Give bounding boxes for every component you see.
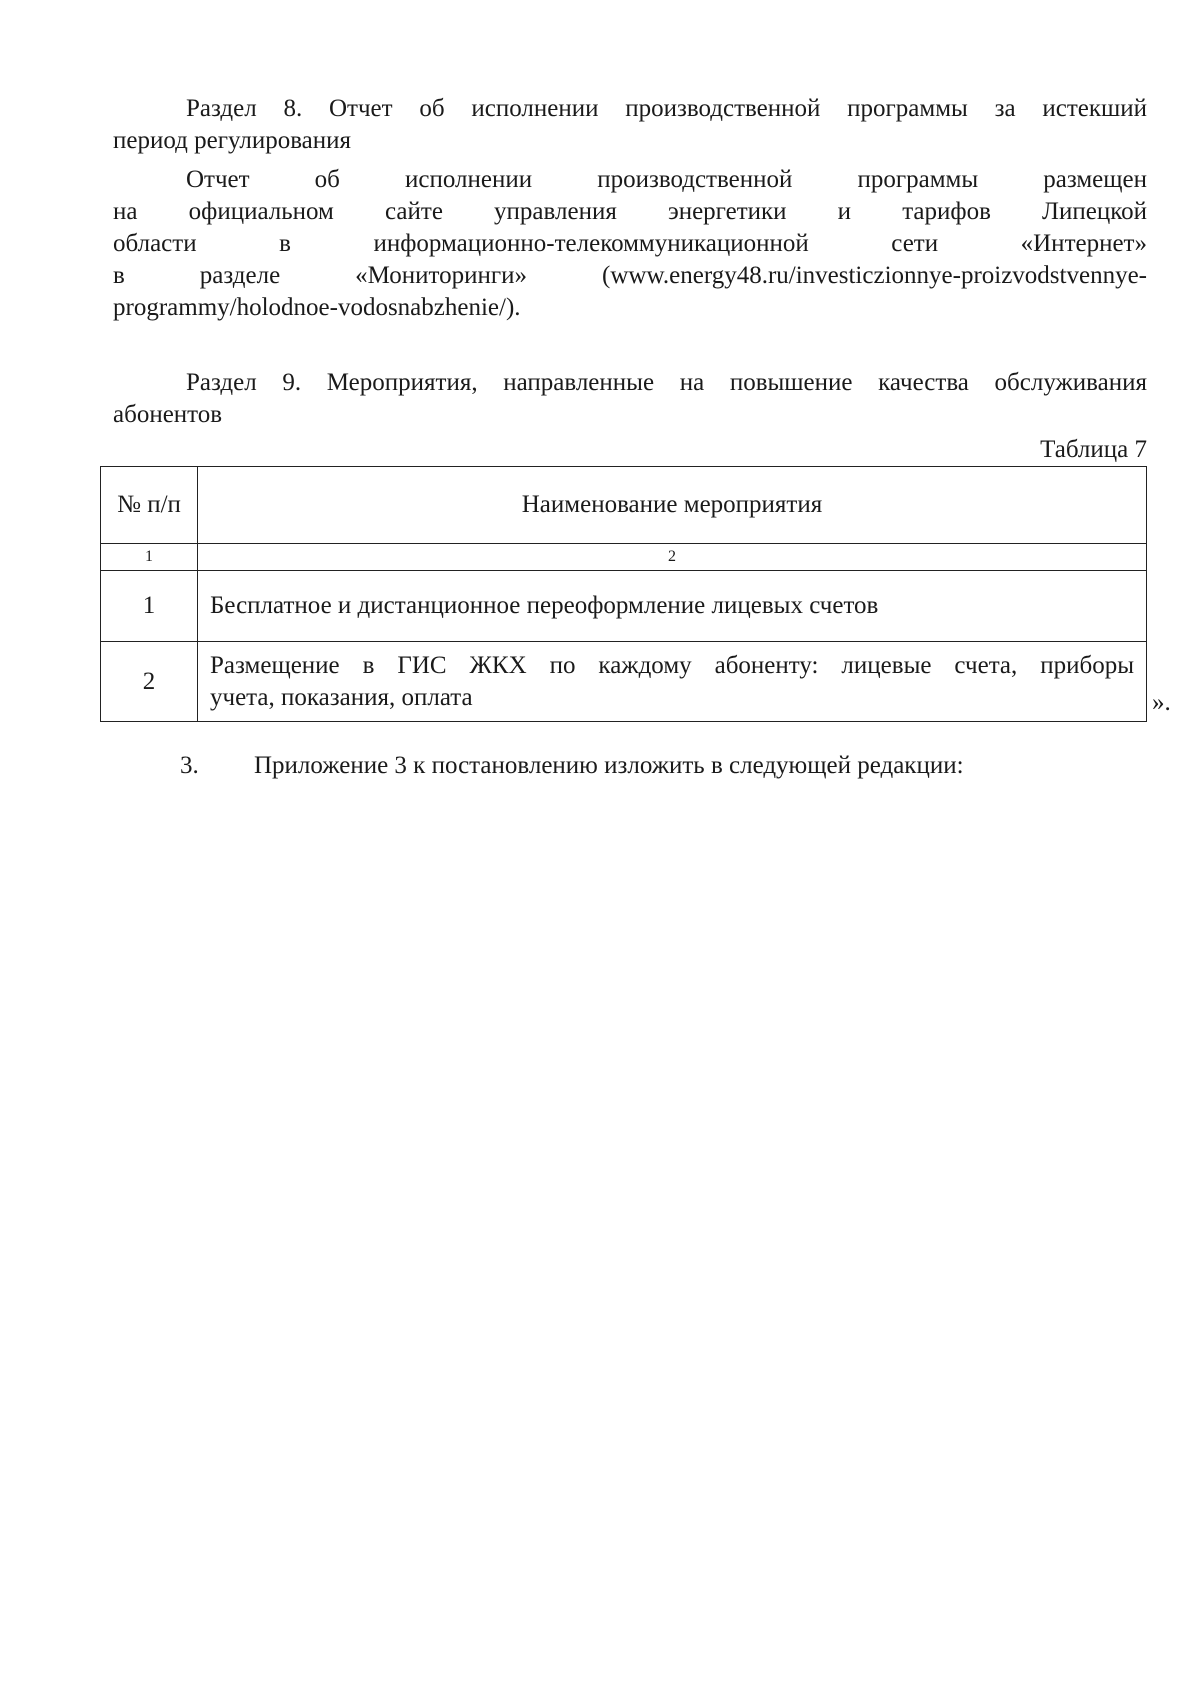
section-9-heading-line-2: абонентов — [113, 401, 223, 428]
row-2-num: 2 — [101, 642, 198, 722]
item-3 — [180, 750, 964, 782]
header-cell-name: Наименование мероприятия — [198, 467, 1147, 544]
row-1-num: 1 — [101, 571, 198, 642]
row-2-name — [198, 642, 1147, 722]
index-cell-name: 2 — [198, 544, 1147, 571]
table-row — [101, 571, 1147, 642]
header-cell-num: № п/п — [101, 467, 198, 544]
section-8-para-line-4: в разделе «Мониторинги» (www.energy48.ru/investiczionnye-proizvodstvennye- — [113, 262, 1147, 289]
section-8-heading-line-2: период регулирования — [113, 127, 352, 154]
section-8-paragraph — [113, 164, 1147, 324]
events-table — [100, 466, 1147, 722]
section-9-heading — [113, 367, 1147, 431]
table-index-row — [101, 544, 1147, 571]
table-label: Таблица 7 — [1040, 436, 1147, 463]
closing-quote: ». — [1152, 689, 1171, 716]
item-3-number: 3. — [180, 752, 199, 779]
item-3-text: Приложение 3 к постановлению изложить в следующей редакции: — [254, 752, 964, 779]
section-8-heading-line-1: Раздел 8. Отчет об исполнении производственной программы за истекший — [186, 95, 1147, 122]
row-2-name-line-1: Размещение в ГИС ЖКХ по каждому абоненту: лицевые счета, приборы — [210, 651, 1134, 679]
section-8-para-line-3: области в информационно-телекоммуникационной сети «Интернет» — [113, 230, 1147, 257]
row-2-name-line-2: учета, показания, оплата — [210, 683, 473, 711]
table-row — [101, 642, 1147, 722]
section-8-para-line-2: на официальном сайте управления энергетики и тарифов Липецкой — [113, 198, 1147, 225]
index-cell-num: 1 — [101, 544, 198, 571]
section-8-para-line-1: Отчет об исполнении производственной программы размещен — [186, 166, 1147, 193]
section-8-heading — [113, 93, 1147, 157]
row-1-name: Бесплатное и дистанционное переоформление лицевых счетов — [198, 571, 1147, 642]
table-header-row — [101, 467, 1147, 544]
section-8-para-line-5: programmy/holodnoe-vodosnabzhenie/). — [113, 294, 521, 321]
section-9-heading-line-1: Раздел 9. Мероприятия, направленные на повышение качества обслуживания — [186, 369, 1147, 396]
